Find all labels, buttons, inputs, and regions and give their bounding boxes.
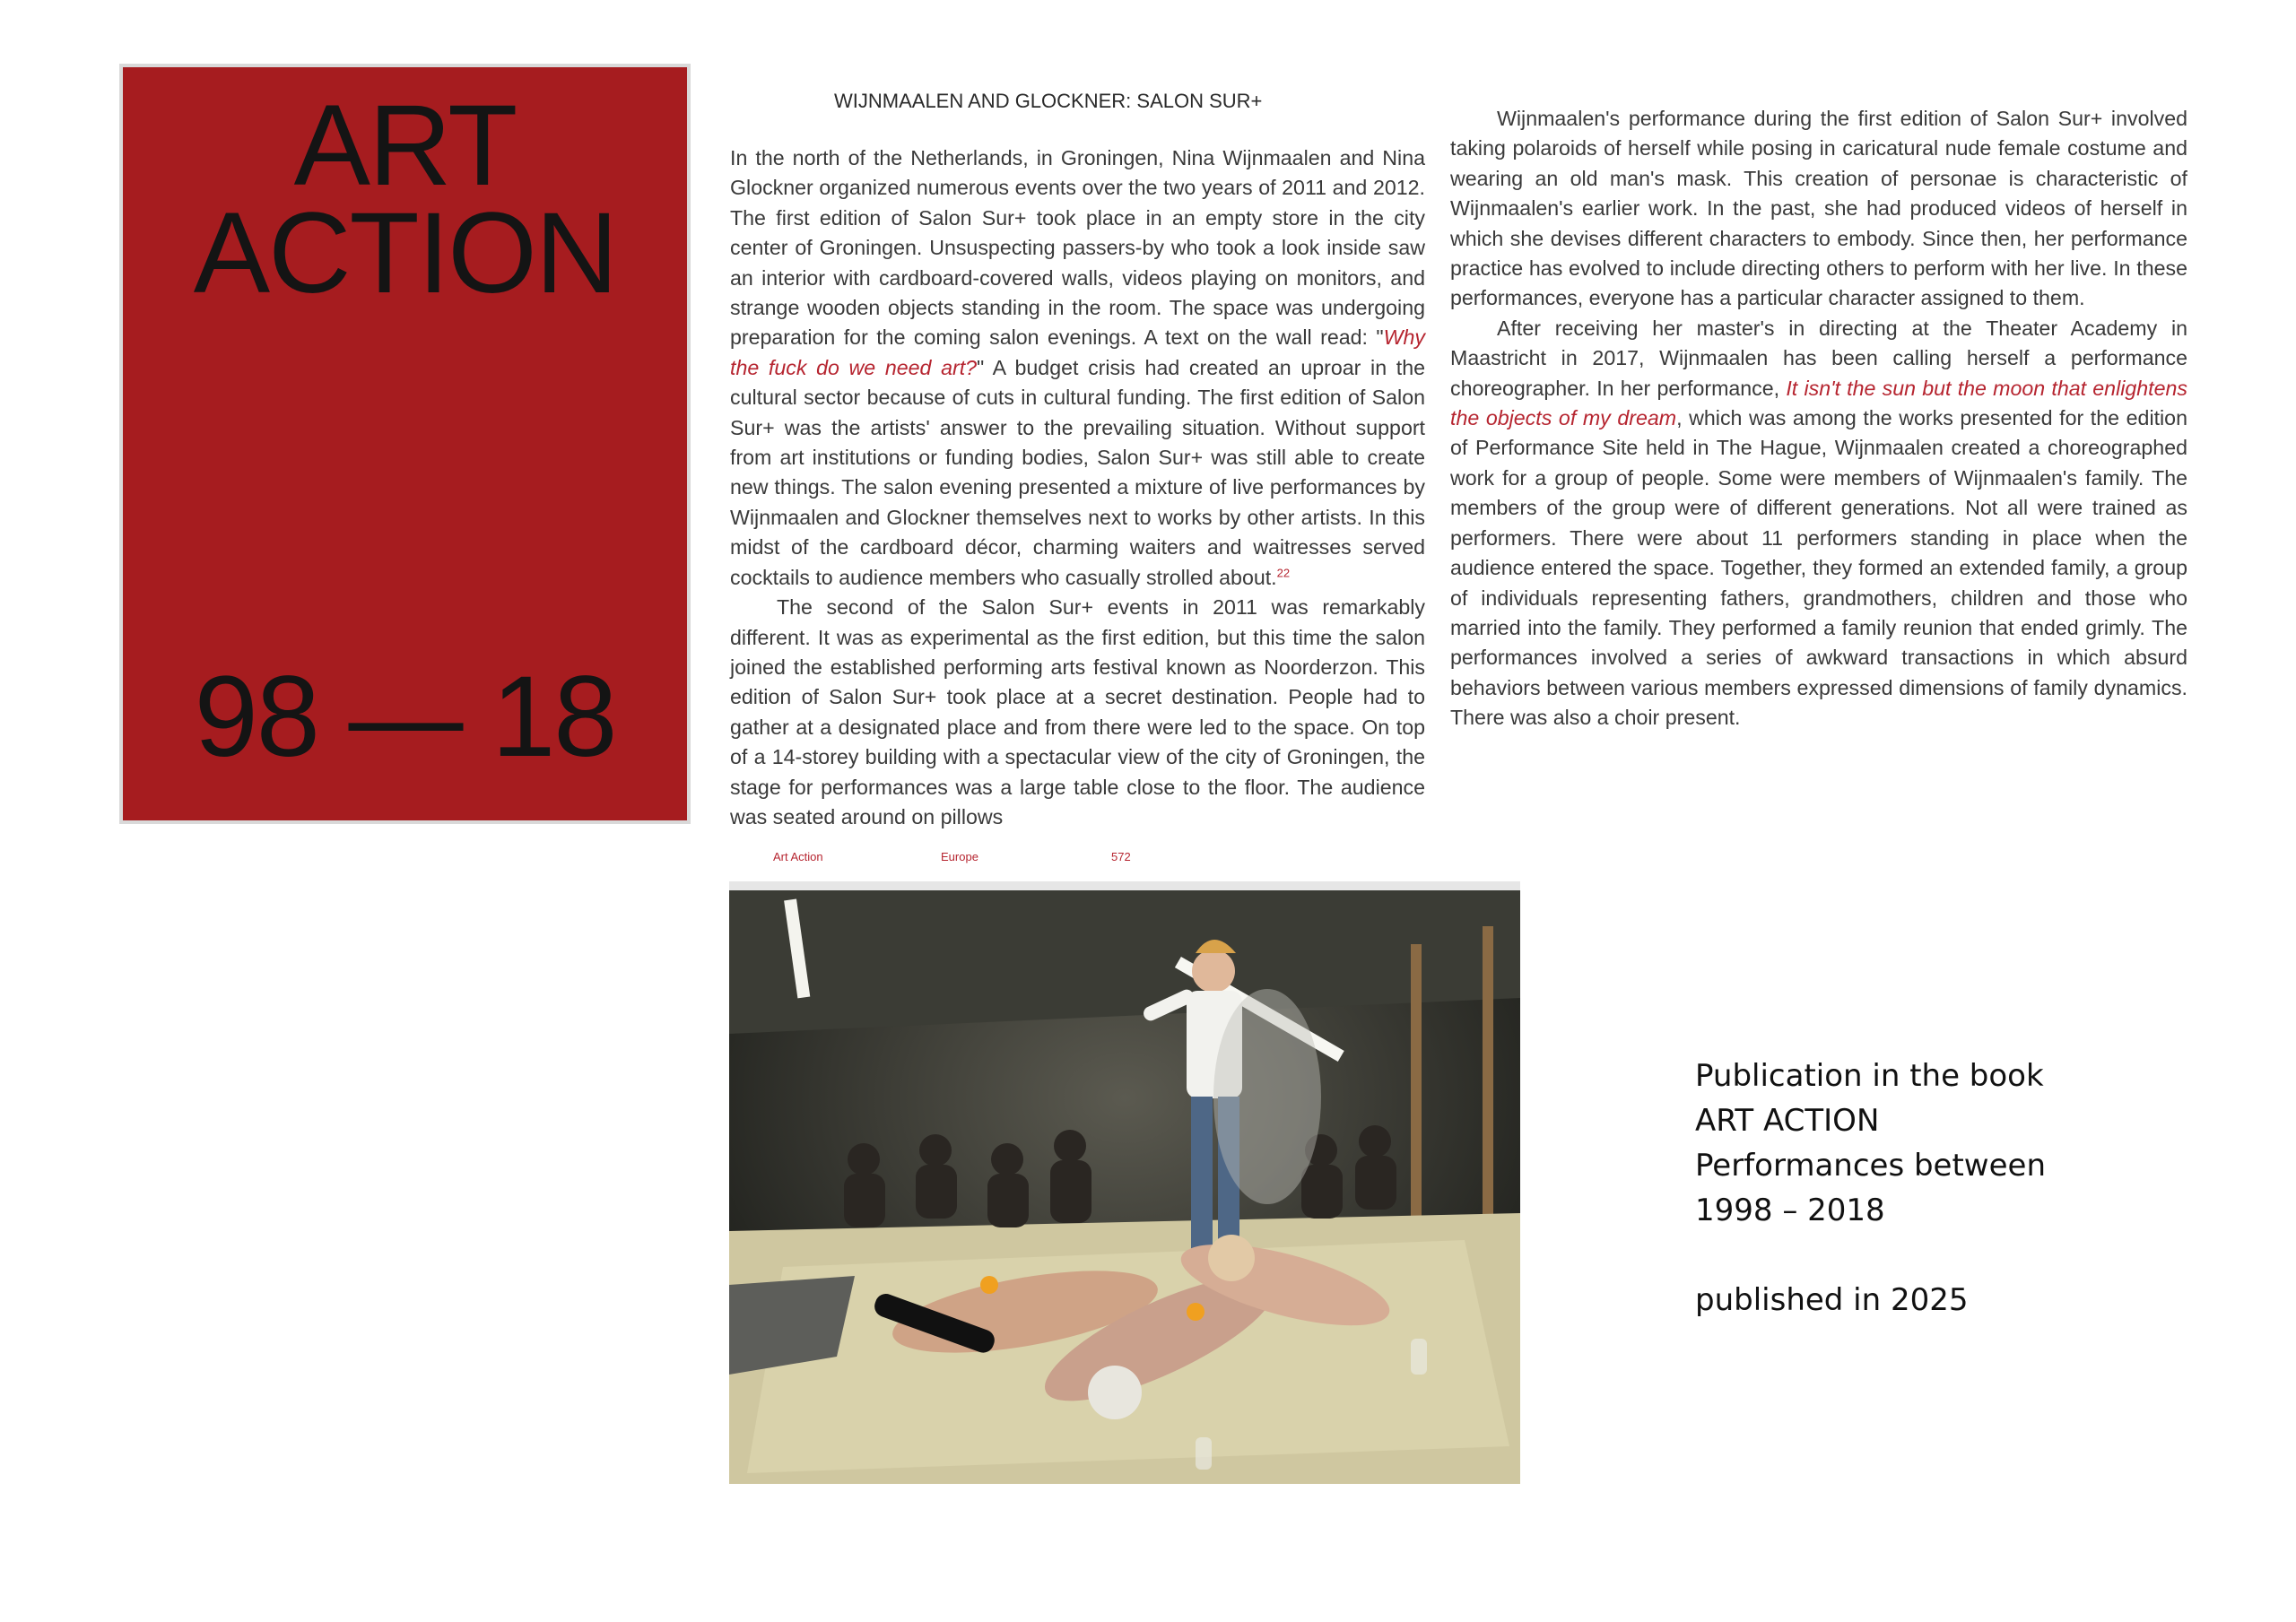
footer-section: Europe — [941, 850, 978, 863]
caption-line: Publication in the book ART ACTION — [1695, 1058, 2044, 1139]
footnote-marker: 22 — [1276, 565, 1291, 579]
paragraph — [1450, 314, 2187, 733]
cover-years: 98 — 18 — [194, 653, 616, 781]
paragraph-text: " A budget crisis had created an uproar in the cultural sector because of cuts in cultural funding. The first edition of Salon Sur+ was the artists' answer to the prevailing situation. Without support from art institutions or funding bodies, Salon Sur+ was still able to create new things. The salon evening presented a mixture of live performances by Wijnmaalen and Glockner themselves next to works by other artists. In this midst of the cardboard décor, charming waiters and waitresses served cocktails to audience members who casually strolled about. — [730, 355, 1425, 589]
article-heading: WIJNMAALEN AND GLOCKNER: SALON SUR+ — [834, 90, 1263, 112]
performance-title: It isn't the sun but the moon that enlightens the objects of my dream — [1450, 376, 2187, 430]
highlighted-quote: Why the fuck do we need art? — [730, 325, 1425, 379]
paragraph — [730, 143, 1425, 593]
paragraph-text: , which was among the works presented for the edition of Performance Site held in The Hague, Wijnmaalen created a choreographed work for a group of people. Some were members of Wijnmaalen's family. The members of the group were of different generations. Not all were trained as performers. There were about 11 performers standing in place when the audience entered the space. Together, they formed an extended family, a group of individuals representing fathers, grandmothers, children and those who married into the family. They performed a family reunion that ended grimly. The performances involved a series of awkward transactions in which absurd behaviors between various members expressed dimensions of family dynamics. There was also a choir present. — [1450, 406, 2187, 730]
paragraph: Wijnmaalen's performance during the first edition of Salon Sur+ involved taking polaroids of herself while posing in caricatural nude female costume and wearing an old man's mask. This creation of personae is characteristic of Wijnmaalen's earlier work. In the past, she had produced videos of herself in which she devises different characters to embody. Since then, her performance practice has evolved to include directing others to perform with her live. In these performances, everyone has a particular character assigned to them. — [1450, 107, 2187, 310]
footer-page-number: 572 — [1111, 850, 1131, 863]
article-column-left — [730, 143, 1425, 832]
article-column-right — [1450, 104, 2187, 733]
publication-caption — [1695, 1054, 2072, 1323]
paragraph-text: In the north of the Netherlands, in Groningen, Nina Wijnmaalen and Nina Glockner organized numerous events over the two years of 2011 and 2012. The first edition of Salon Sur+ took place in an empty store in the city center of Groningen. Unsuspecting passers-by who took a look inside saw an interior with cardboard-covered walls, videos playing on monitors, and strange wooden objects standing in the room. The space was undergoing preparation for the coming salon evenings. A text on the wall read: " — [730, 146, 1425, 350]
performance-photo-illustration — [729, 890, 1520, 1484]
footer-book-name: Art Action — [773, 850, 823, 863]
paragraph-text: After receiving her master's in directing at the Theater Academy in Maastricht in 2017, Wijnmaalen has been calling herself a performance choreographer. In her performance, — [1450, 316, 2187, 400]
cover-title-line2: ACTION — [193, 189, 617, 317]
caption-line: 1998 – 2018 — [1695, 1193, 1885, 1228]
performance-photo — [729, 881, 1520, 1484]
caption-published: published in 2025 — [1695, 1282, 1969, 1318]
cover-title-line1: ART — [293, 82, 517, 210]
caption-line: Performances between — [1695, 1148, 2046, 1184]
paragraph: The second of the Salon Sur+ events in 2011 was remarkably different. It was as experimental as the first edition, but this time the salon joined the established performing arts festival known as Noorderzon. This edition of Salon Sur+ took place at a secret destination. People had to gather at a designated place and from there were led to the space. On top of a 14-storey building with a spectacular view of the city of Groningen, the stage for performances was a large table close to the floor. The audience was seated around on pillows — [730, 595, 1425, 828]
cover-title — [123, 82, 687, 317]
book-cover — [119, 64, 691, 824]
